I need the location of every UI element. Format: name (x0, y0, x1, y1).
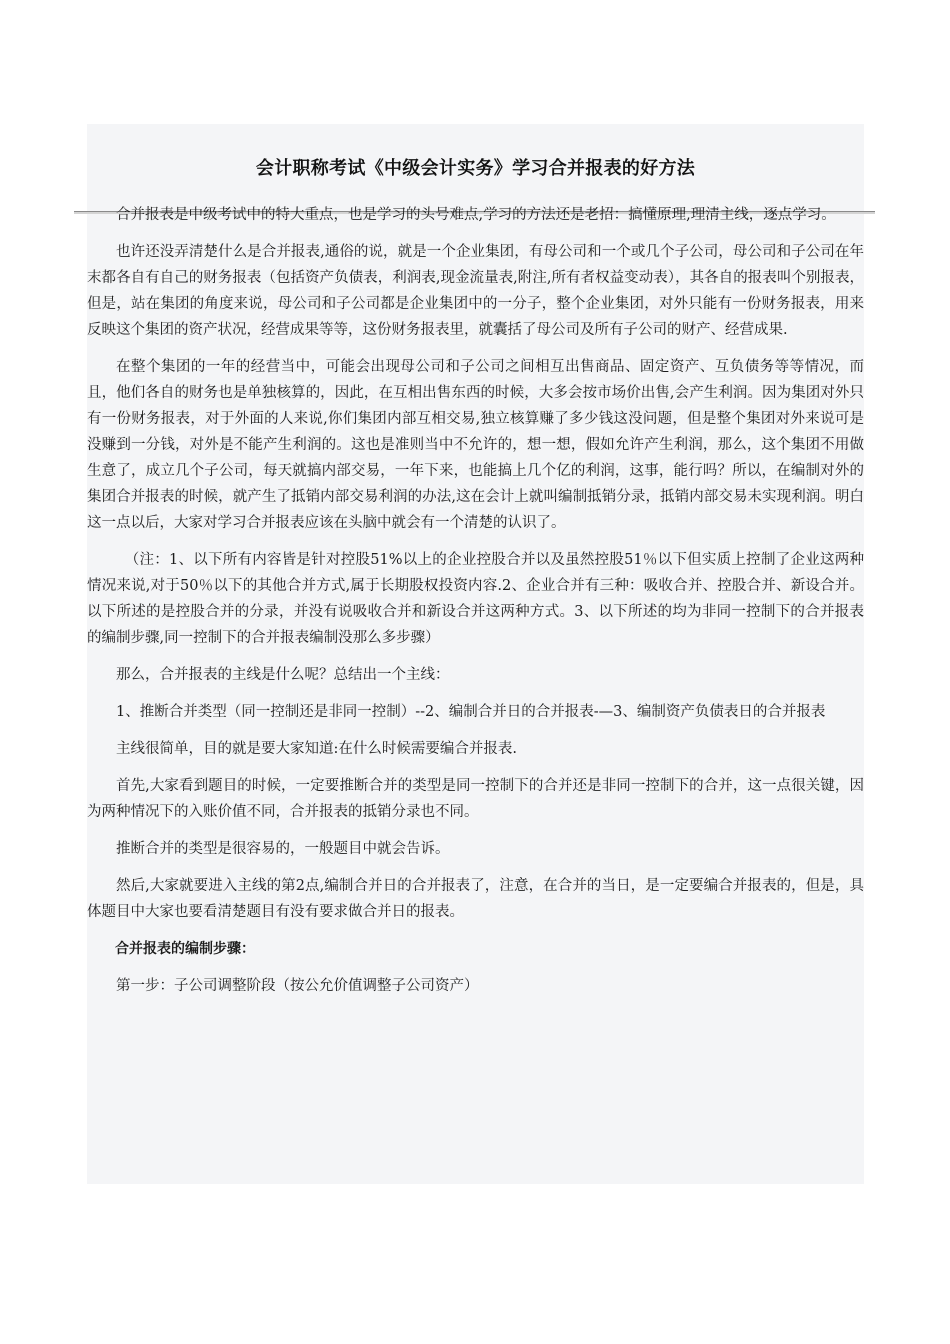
paragraph-intro: 合并报表是中级考试中的特大重点，也是学习的头号难点,学习的方法还是老招：搞懂原理,理清主线，逐点学习。 (116, 207, 836, 223)
paragraph-definition: 也许还没弄清楚什么是合并报表,通俗的说，就是一个企业集团，有母公司和一个或几个子公司，母公司和子公司在年末都各自有自己的财务报表（包括资产负债表，利润表,现金流量表,附注,所有者权益变动表），其各自的报表叫个别报表，但是，站在集团的角度来说，母公司和子公司都是企业集团中的一分子，整个企业集团，对外只能有一份财务报表，用来反映这个集团的资产状况，经营成果等等，这份财务报表里，就囊括了母公司及所有子公司的财产、经营成果. (87, 244, 864, 338)
paragraph-internal-trade: 在整个集团的一年的经营当中，可能会出现母公司和子公司之间相互出售商品、固定资产、互负债务等等情况，而且，他们各自的财务也是单独核算的，因此，在互相出售东西的时候，大多会按市场价出售,会产生利润。因为集团对外只有一份财务报表，对于外面的人来说,你们集团内部互相交易,独立核算赚了多少钱这没问题，但是整个集团对外来说可是没赚到一分钱，对外是不能产生利润的。这也是准则当中不允许的，想一想，假如允许产生利润，那么，这个集团不用做生意了，成立几个子公司，每天就搞内部交易，一年下来，也能搞上几个亿的利润，这事，能行吗？所以，在编制对外的集团合并报表的时候，就产生了抵销内部交易利润的办法,这在会计上就叫编制抵销分录，抵销内部交易未实现利润。明白这一点以后，大家对学习合并报表应该在头脑中就会有一个清楚的认识了。 (87, 359, 864, 531)
paragraph-mainline-purpose: 主线很简单，目的就是要大家知道:在什么时候需要编合并报表. (116, 741, 517, 757)
document-page (87, 124, 864, 1184)
paragraph-note: （注：1、以下所有内容皆是针对控股51%以上的企业控股合并以及虽然控股51％以下但实质上控制了企业这两种情况来说,对于50％以下的其他合并方式,属于长期股权投资内容.2、企业合并有三种：吸收合并、控股合并、新设合并。以下所述的是控股合并的分录，并没有说吸收合并和新设合并这两种方式。3、以下所述的均为非同一控制下的合并报表的编制步骤,同一控制下的合并报表编制没那么多步骤） (87, 552, 864, 646)
paragraph-step-one: 第一步：子公司调整阶段（按公允价值调整子公司资产） (116, 978, 479, 994)
title-block (87, 156, 864, 182)
paragraph-mainline-question: 那么，合并报表的主线是什么呢？总结出一个主线： (116, 667, 450, 683)
paragraph-mainline-steps: 1、推断合并类型（同一控制还是非同一控制）--2、编制合并日的合并报表-—3、编制资产负债表日的合并报表 (116, 704, 826, 720)
paragraph-merge-date: 然后,大家就要进入主线的第2点,编制合并日的合并报表了，注意，在合并的当日，是一定要编合并报表的，但是，具体题目中大家也要看清楚题目有没有要求做合并日的报表。 (87, 878, 864, 920)
document-title: 会计职称考试《中级会计实务》学习合并报表的好方法 (255, 158, 696, 179)
paragraph-type-easy: 推断合并的类型是很容易的，一般题目中就会告诉。 (116, 841, 450, 857)
paragraph-determine-type: 首先,大家看到题目的时候，一定要推断合并的类型是同一控制下的合并还是非同一控制下的合并，这一点很关键，因为两种情况下的入账价值不同，合并报表的抵销分录也不同。 (87, 778, 864, 820)
document-body (87, 202, 864, 1010)
section-heading-steps: 合并报表的编制步骤： (115, 941, 255, 957)
